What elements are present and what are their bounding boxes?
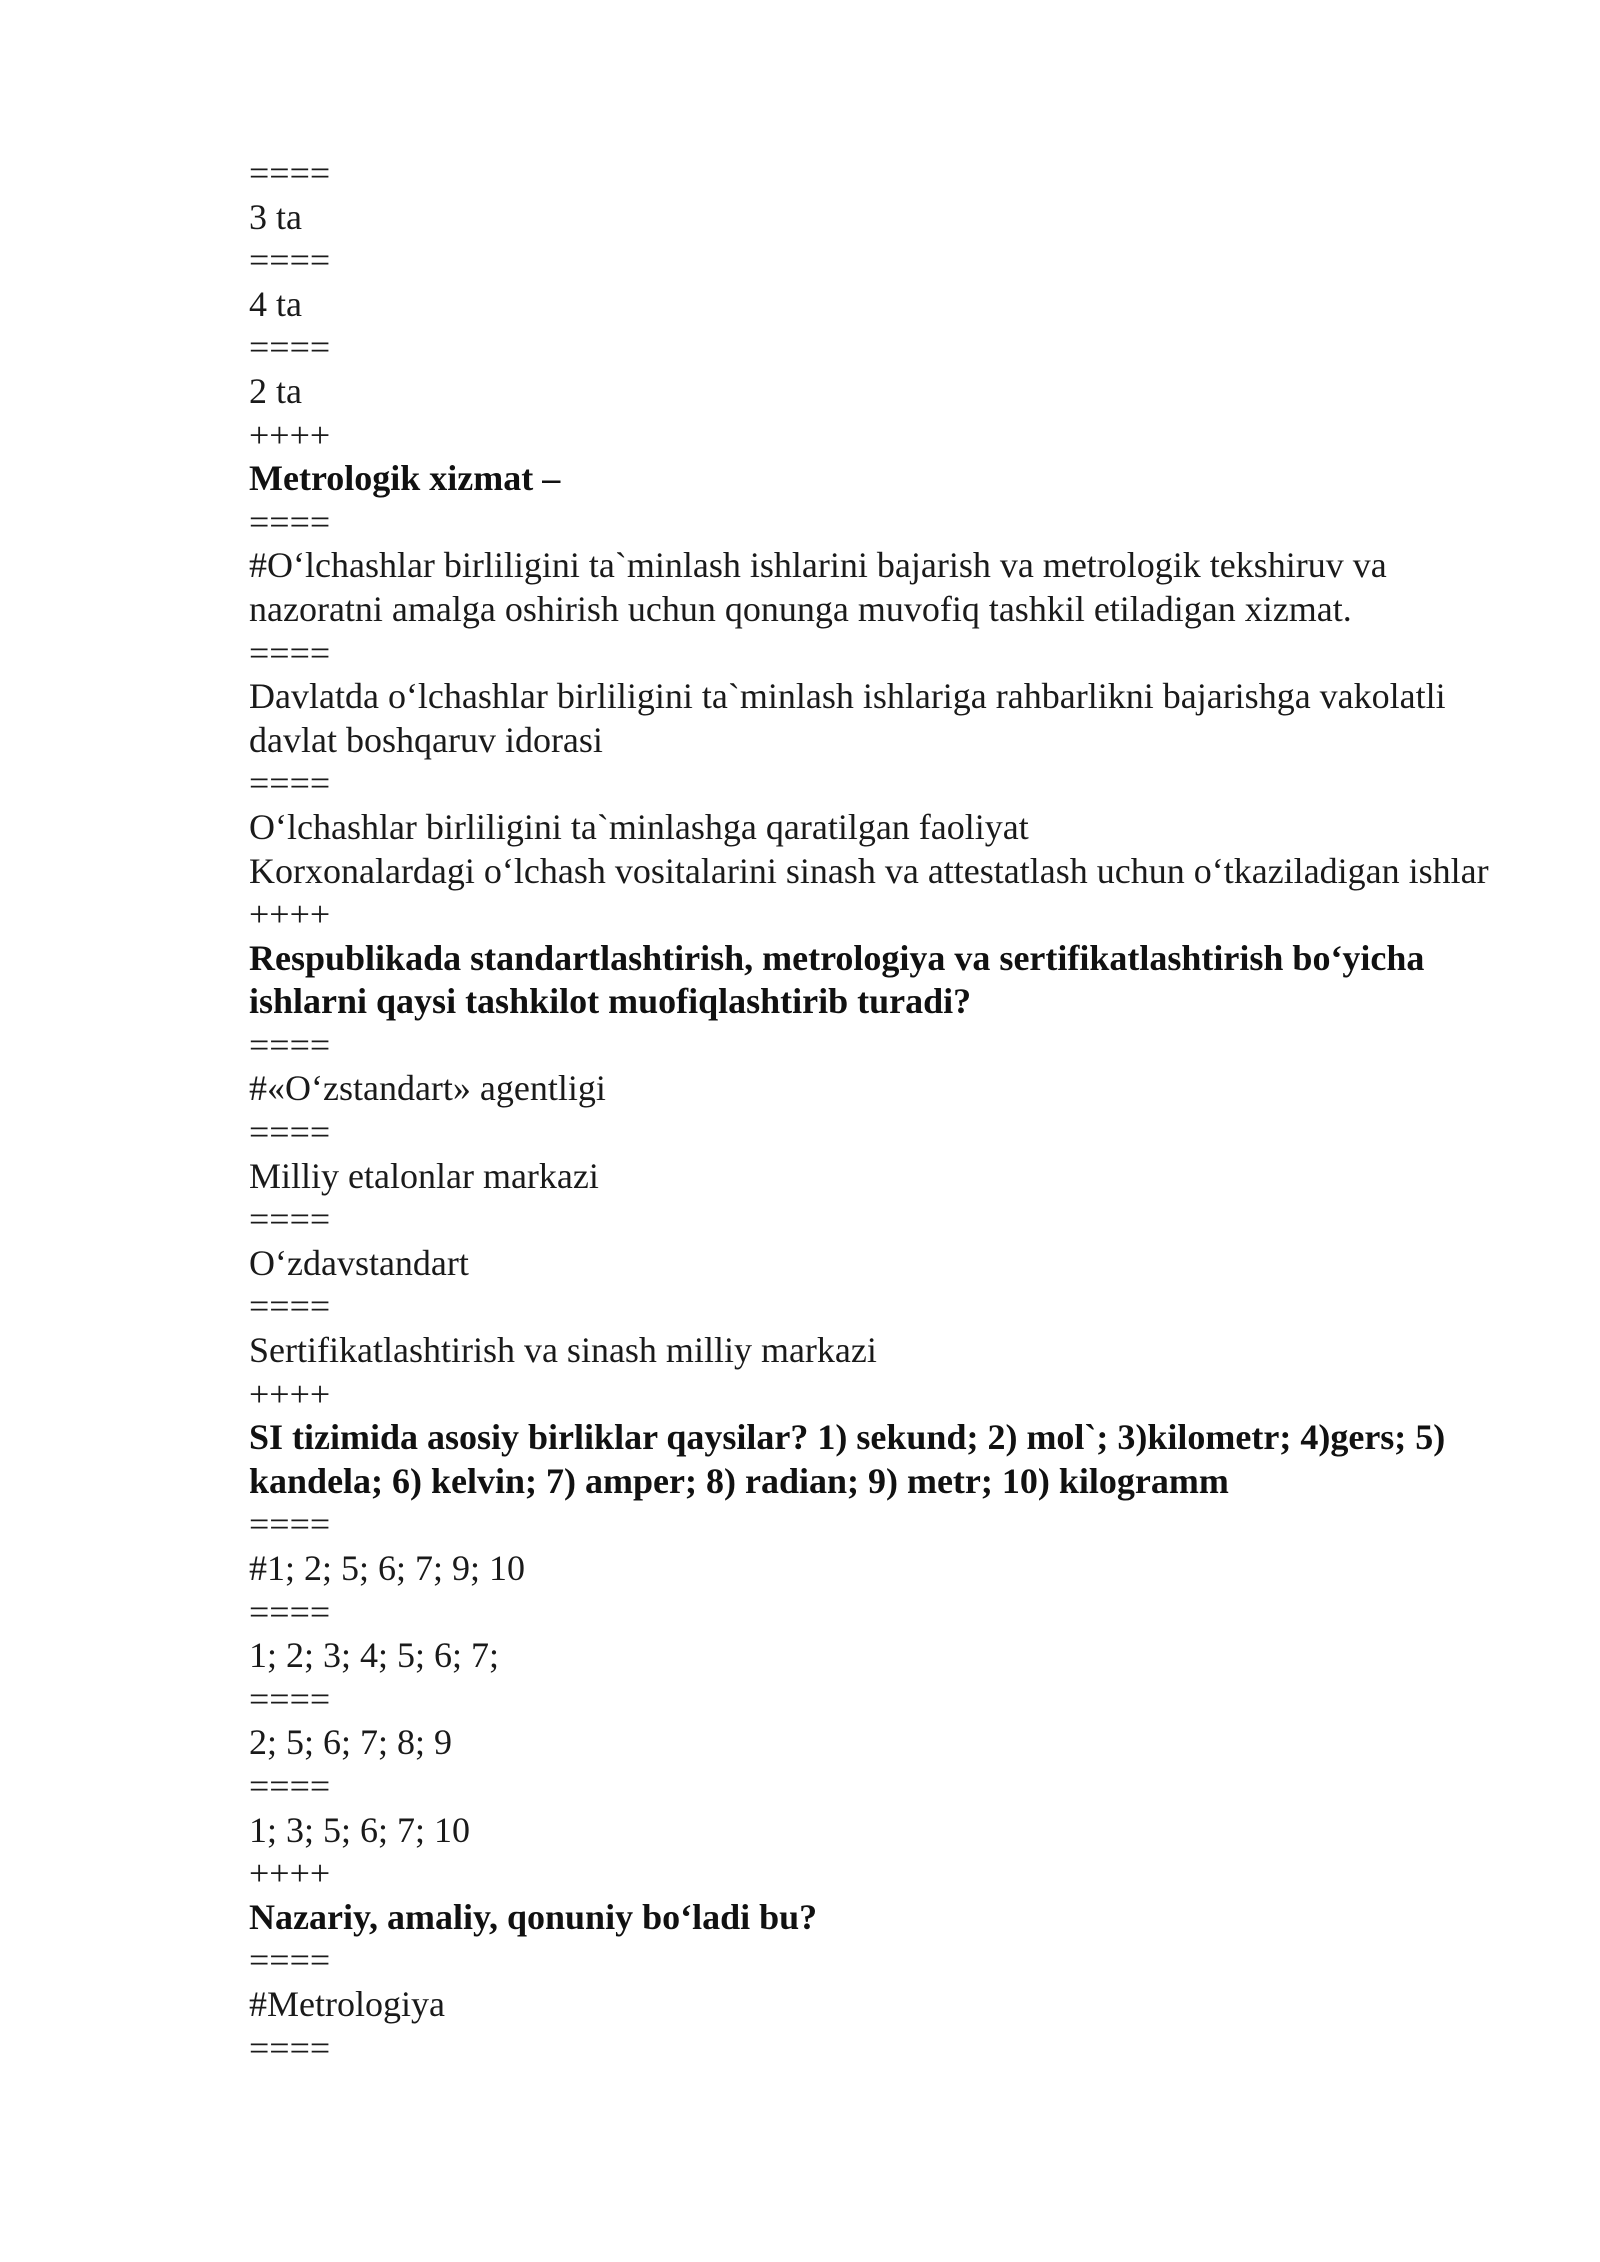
question-separator: ++++ xyxy=(249,1373,331,1414)
question-separator: ++++ xyxy=(249,414,331,455)
answer-option: O‘zdavstandart xyxy=(249,1242,469,1283)
separator: ==== xyxy=(249,763,331,804)
answer-option: Davlatda o‘lchashlar birliligini ta`minlash ishlariga rahbarlikni bajarishga vakolatli davlat boshqaruv idorasi xyxy=(249,676,1455,760)
correct-answer-option: #«O‘zstandart» agentligi xyxy=(249,1068,606,1109)
answer-option: Milliy etalonlar markazi xyxy=(249,1155,599,1196)
answer-option: O‘lchashlar birliligini ta`minlashga qaratilgan faoliyat xyxy=(249,806,1029,847)
answer-option: 2 ta xyxy=(249,370,302,411)
separator: ==== xyxy=(249,327,331,368)
question-text: Metrologik xizmat – xyxy=(249,458,561,499)
answer-option: 1; 3; 5; 6; 7; 10 xyxy=(249,1809,471,1850)
separator: ==== xyxy=(249,1765,331,1806)
separator: ==== xyxy=(249,153,331,193)
question-text: Respublikada standartlashtirish, metrologiya va sertifikatlashtirish bo‘yicha ishlarni qaysi tashkilot muofiqlashtirib turadi? xyxy=(249,937,1434,1022)
separator: ==== xyxy=(249,1591,331,1632)
answer-option: 4 ta xyxy=(249,283,302,324)
question-separator: ++++ xyxy=(249,894,331,935)
separator: ==== xyxy=(249,1504,331,1545)
question-text: SI tizimida asosiy birliklar qaysilar? 1) sekund; 2) mol`; 3)kilometr; 4)gers; 5) kandela; 6) kelvin; 7) amper; 8) radian; 9) metr; 10) kilogramm xyxy=(249,1417,1455,1501)
separator: ==== xyxy=(249,1678,331,1719)
separator: ==== xyxy=(249,632,331,673)
separator: ==== xyxy=(249,1112,331,1153)
question-separator: ++++ xyxy=(249,1853,331,1894)
correct-answer-option: #1; 2; 5; 6; 7; 9; 10 xyxy=(249,1548,526,1588)
answer-option: Korxonalardagi o‘lchash vositalarini sinash va attestatlash uchun o‘tkaziladigan ishlar xyxy=(249,850,1489,891)
answer-option: Sertifikatlashtirish va sinash milliy markazi xyxy=(249,1330,877,1371)
answer-option: 1; 2; 3; 4; 5; 6; 7; xyxy=(249,1635,500,1676)
separator: ==== xyxy=(249,2027,331,2068)
separator: ==== xyxy=(249,1940,331,1981)
answer-option: 3 ta xyxy=(249,196,302,237)
separator: ==== xyxy=(249,1286,331,1327)
separator: ==== xyxy=(249,501,331,542)
correct-answer-option: #Metrologiya xyxy=(249,1983,445,2024)
separator: ==== xyxy=(249,1199,331,1240)
separator: ==== xyxy=(249,1024,331,1065)
answer-option: 2; 5; 6; 7; 8; 9 xyxy=(249,1722,453,1763)
question-text: Nazariy, amaliy, qonuniy bo‘ladi bu? xyxy=(249,1896,818,1937)
correct-answer-option: #O‘lchashlar birliligini ta`minlash ishlarini bajarish va metrologik tekshiruv va nazoratni amalga oshirish uchun qonunga muvofiq tashkil etiladigan xizmat. xyxy=(249,545,1396,629)
document-page xyxy=(249,152,1499,2070)
separator: ==== xyxy=(249,240,331,281)
